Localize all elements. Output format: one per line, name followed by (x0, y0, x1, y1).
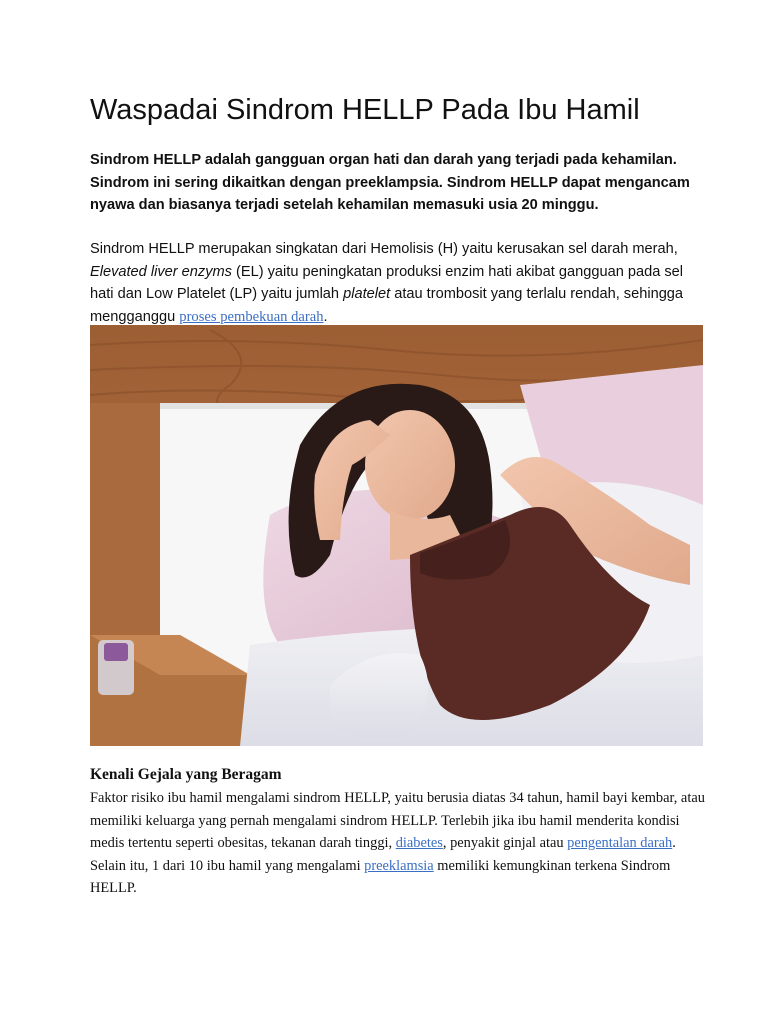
definition-text-3: atau trombosit yang terlalu rendah, sehingga mengganggu (90, 286, 684, 325)
definition-italic-2: platelet (343, 286, 391, 303)
article-title: Waspadai Sindrom HELLP Pada Ibu Hamil (90, 94, 640, 126)
link-proses-pembekuan-darah[interactable]: proses pembekuan darah (179, 308, 324, 325)
article-photo (90, 325, 703, 746)
definition-text-2: (EL) yaitu peningkatan produksi enzim hati akibat gangguan pada sel hati dan Low Platelet (LP) yaitu jumlah (90, 263, 684, 303)
definition-text-4: . (323, 308, 328, 325)
risk-text-1: Faktor risiko ibu hamil mengalami sindrom HELLP, yaitu berusia diatas 34 tahun, hamil bayi kembar, atau memiliki keluarga yang pernah mengalami sindrom HELLP. Terlebih jika ibu hamil menderita kondisi medis tertentu seperti obesitas, tekanan darah tinggi, (90, 790, 705, 851)
definition-italic-1: Elevated liver enzyms (90, 263, 232, 280)
definition-paragraph (90, 238, 710, 328)
risk-text-4: memiliki kemungkinan terkena Sindrom HELLP. (90, 857, 671, 896)
pregnant-woman-in-bed-image (90, 325, 703, 746)
lead-paragraph (90, 149, 710, 217)
risk-text-3: . Selain itu, 1 dari 10 ibu hamil yang mengalami (90, 835, 676, 874)
link-pengentalan-darah[interactable]: pengentalan darah (567, 835, 673, 851)
section-heading: Kenali Gejala yang Beragam (90, 766, 282, 783)
lead-text-1: Sindrom HELLP adalah gangguan organ hati dan darah yang terjadi pada kehamilan. Sindrom ini sering dikaitkan dengan preeklampsia (90, 152, 677, 191)
risk-factors-paragraph (90, 787, 710, 900)
risk-text-2: , penyakit ginjal atau (442, 835, 568, 851)
link-preeklamsia[interactable]: preeklamsia (364, 857, 434, 874)
definition-text-1: Sindrom HELLP merupakan singkatan dari Hemolisis (H) yaitu kerusakan sel darah merah, (90, 241, 678, 257)
lead-text-2: . Sindrom HELLP dapat mengancam nyawa dan biasanya terjadi setelah kehamilan memasuki usia 20 minggu. (90, 174, 690, 214)
link-diabetes[interactable]: diabetes (395, 835, 443, 851)
